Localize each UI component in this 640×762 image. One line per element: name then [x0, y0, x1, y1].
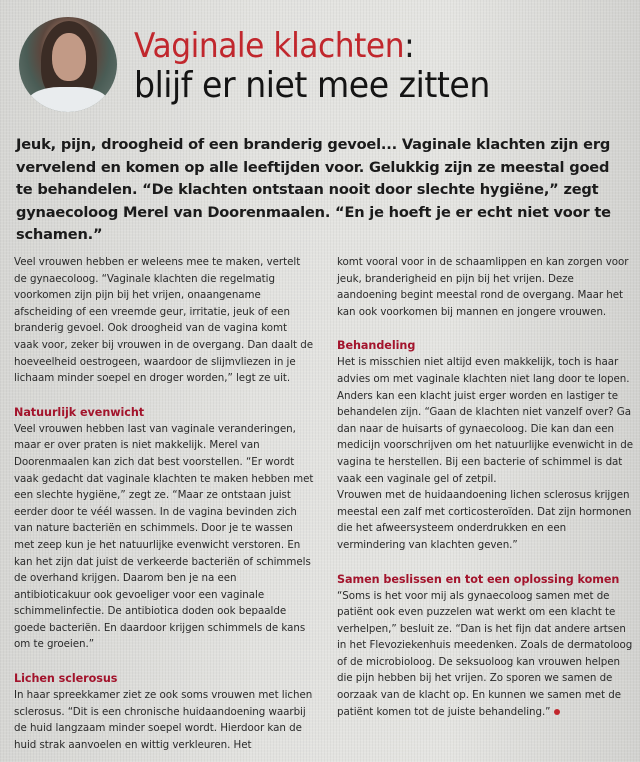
section-heading-behandeling: Behandeling — [337, 339, 416, 353]
body-paragraph: Veel vrouwen hebben er weleens mee te maken, vertelt de gynaecoloog. “Vaginale klachten die regelmatig voorkomen zijn pijn bij het vrijen, onaangename afscheiding of een vreemde geur, irritatie, jeuk of een branderig gevoel. Ook droogheid van de vagina komt vaak voor, zeker bij vrouwen in de overgang. Dan daalt de hoeveelheid oestrogeen, waardoor de slijmvliezen in je lichaam minder soepel en droger worden,” legt ze uit. — [14, 256, 314, 385]
section-heading-natuurlijk-evenwicht: Natuurlijk evenwicht — [14, 405, 145, 419]
author-portrait-photo — [19, 17, 117, 112]
title-colon: : — [404, 26, 415, 66]
body-paragraph: Veel vrouwen hebben last van vaginale veranderingen, maar er over praten is niet makkelijk. Merel van Doorenmaalen kan zich dat best voorstellen. “Er wordt vaak gedacht dat vaginale klachten te maken hebben met een slechte hygiëne,” zegt ze. “Maar ze ontstaan juist eerder door te véél wassen. In de vagina bevinden zich van nature bacteriën en schimmels. Door je te wassen met zeep kun je het natuurlijke evenwicht verstoren. En kan het zijn dat juist de verkeerde bacteriën of schimmels de overhand krijgen. Daarom ben je na een antibioticakuur ook gevoeliger voor een vaginale schimmelinfectie. De antibiotica doden ook bepaalde goede bacteriën. En daardoor krijgen schimmels de kans om te groeien.” — [14, 422, 314, 651]
body-paragraph: Vrouwen met de huidaandoening lichen sclerosus krijgen meestal een zalf met corticosteroïden. Dat zijn hormonen die het afweersysteem onderdrukken en een vermindering van klachten geven.” — [337, 489, 632, 551]
body-paragraph-final — [337, 588, 637, 721]
article-intro: Jeuk, pijn, droogheid of een branderig gevoel... Vaginale klachten zijn erg vervelend en komen op alle leeftijden voor. Gelukkig zijn ze meestal goed te behandelen. “De klachten ontstaan nooit door slechte hygiëne,” zegt gynaecoloog Merel van Doorenmaalen. “En je hoeft je er echt niet voor te schamen.” — [16, 136, 611, 244]
body-paragraph: komt vooral voor in de schaamlippen en kan zorgen voor jeuk, branderigheid en pijn bij het vrijen. Deze aandoening begint meestal rond de overgang. Maar het kan ook voorkomen bij mannen en jongere vrouwen. — [337, 256, 629, 318]
left-column — [14, 254, 314, 753]
body-paragraph: In haar spreekkamer ziet ze ook soms vrouwen met lichen sclerosus. “Dit is een chronische huidaandoening waarbij de huid langzaam minder soepel wordt. Hierdoor kan de huid strak aanvoelen en wittig verkleuren. Het — [14, 689, 313, 751]
title-red-part: Vaginale klachten — [134, 26, 405, 66]
title-subtitle: blijf er niet mee zitten — [134, 65, 490, 106]
article-title — [134, 26, 490, 106]
portrait-face — [52, 33, 86, 81]
section-heading-lichen-sclerosus: Lichen sclerosus — [14, 672, 118, 686]
body-paragraph: Het is misschien niet altijd even makkelijk, toch is haar advies om met vaginale klachten niet lang door te lopen. Anders kan een klacht juist erger worden en lastiger te behandelen zijn. “Gaan de klachten niet vanzelf over? Ga dan naar de huisarts of gynaecoloog. Die kan dan een medicijn voorschrijven om het natuurlijke evenwicht in de vagina te herstellen. Bij een bacterie of schimmel is dat vaak een vaginale gel of zetpil. — [337, 356, 634, 485]
final-paragraph-text: “Soms is het voor mij als gynaecoloog samen met de patiënt ook even puzzelen wat werkt om een klacht te verhelpen,” besluit ze. “Dan is het fijn dat andere artsen in het Flevoziekenhuis meedenken. Zoals de dermatoloog of de microbioloog. De seksuoloog kan vrouwen helpen die pijn hebben bij het vrijen. Zo sporen we samen de oorzaak van de klacht op. En kunnen we samen met de patiënt komen tot de juiste behandeling.” — [337, 589, 633, 718]
end-mark-dot-icon — [554, 709, 560, 715]
right-column — [337, 254, 637, 720]
section-heading-samen-beslissen: Samen beslissen en tot een oplossing komen — [337, 572, 620, 586]
portrait-white-coat — [27, 87, 109, 112]
